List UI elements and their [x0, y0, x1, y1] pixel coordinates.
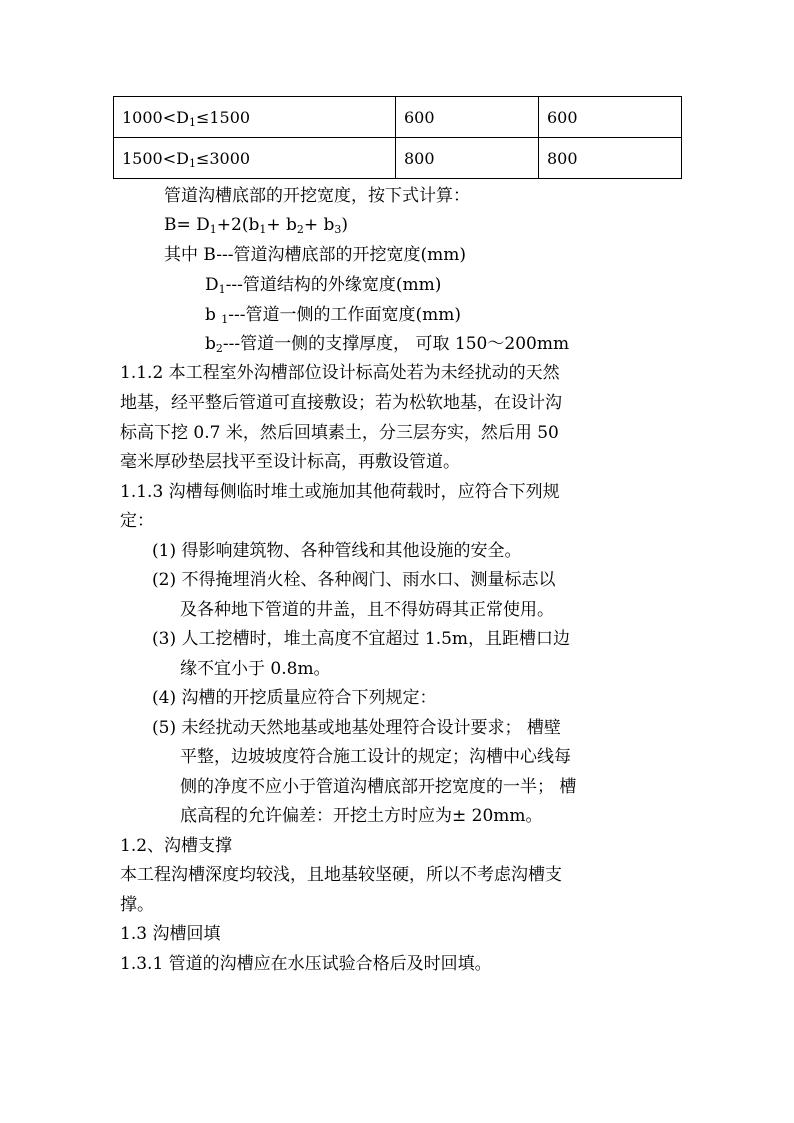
section-heading-1-3: 1.3 沟槽回填: [120, 924, 221, 944]
paragraph-1-1-2-line: 标高下挖 0.7 米，然后回填素土，分三层夯实，然后用 50: [120, 423, 559, 443]
list-item-2-cont: 及各种地下管道的井盖，且不得妨碍其正常使用。: [180, 600, 554, 620]
list-item-3: (3) 人工挖槽时，堆土高度不宜超过 1.5m，且距槽口边: [152, 629, 571, 649]
paragraph-1-1-3-line: 定：: [120, 511, 154, 531]
list-item-4: (4) 沟槽的开挖质量应符合下列规定：: [152, 688, 437, 708]
table-cell-range: $1500<D_1\le 3000$: [114, 138, 396, 179]
table-cell-value: 800: [539, 138, 682, 179]
list-item-5-cont: 侧的净度不应小于管道沟槽底部开挖宽度的一半； 槽: [180, 777, 577, 797]
table-row: [114, 138, 682, 179]
paragraph-1-1-2-line: 1.1.2 本工程室外沟槽部位设计标高处若为未经扰动的天然: [120, 363, 560, 383]
definition-b1: b $_1$---管道一侧的工作面宽度(mm): [205, 305, 462, 326]
table-cell-value: 600: [539, 97, 682, 138]
width-table: [113, 96, 682, 179]
list-item-5: (5) 未经扰动天然地基或地基处理符合设计要求； 槽壁: [152, 718, 561, 738]
list-item-5-cont: 平整，边坡坡度符合施工设计的规定；沟槽中心线每: [180, 747, 571, 767]
table-cell-value: 600: [396, 97, 539, 138]
list-item-3-cont: 缘不宜小于 0.8m。: [180, 659, 331, 679]
table-cell-range: $1000<D_1\le 1500$: [114, 97, 396, 138]
list-item-1: (1) 得影响建筑物、各种管线和其他设施的安全。: [152, 541, 522, 561]
table-cell-value: 800: [396, 138, 539, 179]
paragraph-1-1-3-line: 1.1.3 沟槽每侧临时堆土或施加其他荷载时，应符合下列规: [120, 482, 560, 502]
definition-b2: $b_2---$管道一侧的支撑厚度， 可取 150～200mm: [205, 334, 570, 355]
definition-d1: $D_1---$管道结构的外缘宽度(mm): [205, 275, 442, 296]
section-heading-1-2: 1.2、沟槽支撑: [120, 836, 233, 856]
paragraph-1-3-1: 1.3.1 管道的沟槽应在水压试验合格后及时回填。: [120, 954, 492, 974]
table-row: [114, 97, 682, 138]
definition-b: 其中 B---管道沟槽底部的开挖宽度(mm): [164, 245, 466, 265]
formula-intro: 管道沟槽底部的开挖宽度，按下式计算：: [164, 186, 470, 206]
list-item-5-cont: 底高程的允许偏差：开挖土方时应为± 20mm。: [180, 806, 543, 826]
list-item-2: (2) 不得掩埋消火栓、各种阀门、雨水口、测量标志以: [152, 570, 556, 590]
formula-equation: $B= D_1+2(b_1+ b_2+ b_3)$: [164, 215, 349, 236]
section-1-2-body: 本工程沟槽深度均较浅，且地基较坚硬，所以不考虑沟槽支: [120, 865, 562, 885]
paragraph-1-1-2-line: 毫米厚砂垫层找平至设计标高，再敷设管道。: [120, 452, 460, 472]
paragraph-1-1-2-line: 地基，经平整后管道可直接敷设；若为松软地基，在设计沟: [120, 393, 562, 413]
section-1-2-body: 撑。: [120, 895, 154, 915]
